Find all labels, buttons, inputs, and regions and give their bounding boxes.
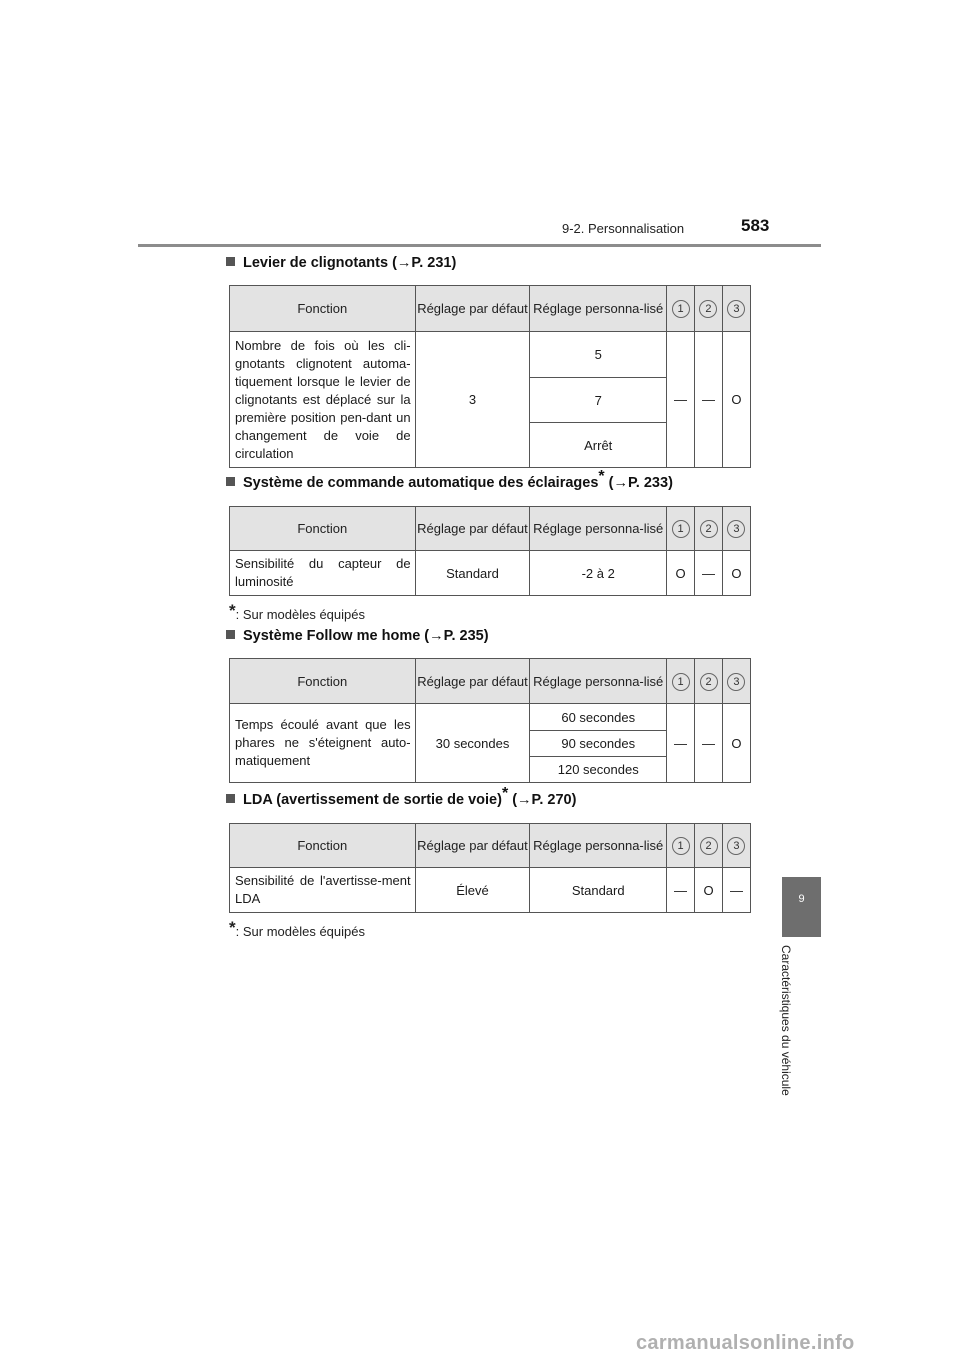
settings-table-eclairages <box>229 506 751 596</box>
square-bullet-icon <box>226 794 235 803</box>
col-header-mode-1 <box>667 824 695 868</box>
settings-table-clignotants <box>229 285 751 468</box>
section-heading-follow-me-home: Système Follow me home (→P. 235) <box>226 628 489 644</box>
col-header-perso-text: Réglage personna-lisé <box>533 838 664 853</box>
footnote-star: * <box>229 601 236 620</box>
col-header-defaut-text: Réglage par défaut <box>417 838 528 853</box>
table-row <box>230 704 751 731</box>
cell-perso: -2 à 2 <box>530 551 667 596</box>
footnote-text: Sur modèles équipés <box>242 924 365 939</box>
col-header-mode-1 <box>667 286 695 332</box>
section-title: Système Follow me home <box>243 628 421 644</box>
cell-defaut: 30 secondes <box>415 704 530 783</box>
section-ref: P. 231 <box>411 255 452 271</box>
circled-3-icon: 3 <box>727 520 745 538</box>
table-header-row <box>230 824 751 868</box>
col-header-fonction: Fonction <box>230 286 416 332</box>
cell-fonction: Nombre de fois où les cli-gnotants clignotent automa-tiquement lorsque le levier de clignotants est déplacé sur la première position pen-dant un changement de voie de circulation <box>230 332 416 468</box>
circled-2-icon: 2 <box>700 837 718 855</box>
footnote-star: * <box>501 785 509 802</box>
col-header-perso <box>530 659 667 704</box>
footnote-star: * <box>598 468 605 485</box>
col-header-perso-text: Réglage personna-lisé <box>533 521 664 536</box>
header-section-title: 9-2. Personnalisation <box>562 221 685 236</box>
footnote: *: Sur modèles équipés <box>229 601 365 622</box>
col-header-defaut-text: Réglage par défaut <box>417 521 528 536</box>
cell-mode-2: — <box>695 551 723 596</box>
col-header-perso-text: Réglage personna-lisé <box>533 673 664 689</box>
chapter-tab: 9 <box>782 877 821 937</box>
col-header-mode-2 <box>695 507 723 551</box>
table-header-row <box>230 659 751 704</box>
cell-perso: Standard <box>530 868 667 913</box>
arrow-icon: → <box>517 792 532 808</box>
watermark: carmanualsonline.info <box>636 1332 855 1354</box>
cell-mode-2: O <box>695 868 723 913</box>
chapter-label-text: Caractéristiques du véhicule <box>779 945 793 1096</box>
circled-2-icon: 2 <box>700 673 718 691</box>
col-header-defaut-text: Réglage par défaut <box>417 301 528 316</box>
circled-3-icon: 3 <box>727 673 745 691</box>
circled-1-icon: 1 <box>672 300 690 318</box>
footnote-text: Sur modèles équipés <box>242 607 365 622</box>
circled-3-icon: 3 <box>727 300 745 318</box>
col-header-perso-text: Réglage personna-lisé <box>533 301 664 316</box>
cell-fonction: Sensibilité de l'avertisse-ment LDA <box>230 868 416 913</box>
col-header-mode-2 <box>695 824 723 868</box>
col-header-mode-3 <box>722 659 750 704</box>
circled-2-icon: 2 <box>700 520 718 538</box>
cell-mode-1: — <box>667 868 695 913</box>
col-header-mode-3 <box>722 507 750 551</box>
col-header-defaut <box>415 659 530 704</box>
col-header-defaut <box>415 824 530 868</box>
table-row <box>230 868 751 913</box>
cell-mode-2: — <box>695 332 723 468</box>
circled-1-icon: 1 <box>672 673 690 691</box>
cell-perso: 7 <box>530 378 667 423</box>
col-header-defaut <box>415 507 530 551</box>
arrow-icon: → <box>429 628 444 644</box>
col-header-fonction: Fonction <box>230 659 416 704</box>
section-title: Levier de clignotants <box>243 255 389 271</box>
section-ref: P. 233 <box>628 475 669 491</box>
section-ref: P. 270 <box>531 792 572 808</box>
square-bullet-icon <box>226 477 235 486</box>
section-ref: P. 235 <box>443 628 484 644</box>
circled-1-icon: 1 <box>672 520 690 538</box>
table-row <box>230 551 751 596</box>
cell-mode-3: O <box>722 332 750 468</box>
col-header-fonction: Fonction <box>230 824 416 868</box>
col-header-mode-2 <box>695 286 723 332</box>
page-number: 583 <box>741 216 770 235</box>
chapter-label <box>780 945 820 1110</box>
table-header-row <box>230 507 751 551</box>
cell-mode-2: — <box>695 704 723 783</box>
settings-table-follow-me-home <box>229 658 751 783</box>
cell-perso: 120 secondes <box>530 757 667 783</box>
cell-mode-1: — <box>667 704 695 783</box>
col-header-defaut <box>415 286 530 332</box>
cell-defaut: Élevé <box>415 868 530 913</box>
section-title: LDA (avertissement de sortie de voie) <box>243 792 502 808</box>
cell-defaut: Standard <box>415 551 530 596</box>
header-rule <box>138 244 821 247</box>
col-header-perso <box>530 286 667 332</box>
cell-defaut: 3 <box>415 332 530 468</box>
cell-fonction: Temps écoulé avant que les phares ne s'éteignent auto-matiquement <box>230 704 416 783</box>
circled-1-icon: 1 <box>672 837 690 855</box>
cell-mode-3: O <box>722 551 750 596</box>
col-header-perso <box>530 507 667 551</box>
col-header-perso <box>530 824 667 868</box>
cell-mode-3: O <box>722 704 750 783</box>
footnote: *: Sur modèles équipés <box>229 918 365 939</box>
section-heading-clignotants: Levier de clignotants (→P. 231) <box>226 255 456 271</box>
cell-perso: 5 <box>530 332 667 378</box>
arrow-icon: → <box>396 255 412 271</box>
table-header-row <box>230 286 751 332</box>
section-heading-eclairages: Système de commande automatique des éclairages* (→P. 233) <box>226 475 673 491</box>
col-header-fonction: Fonction <box>230 507 416 551</box>
section-title: Système de commande automatique des éclairages <box>243 475 599 491</box>
footnote-star: * <box>229 918 236 937</box>
square-bullet-icon <box>226 257 235 266</box>
col-header-mode-2 <box>695 659 723 704</box>
cell-fonction: Sensibilité du capteur de luminosité <box>230 551 416 596</box>
col-header-mode-3 <box>722 824 750 868</box>
col-header-mode-1 <box>667 659 695 704</box>
cell-perso: 90 secondes <box>530 731 667 757</box>
col-header-defaut-text: Réglage par défaut <box>417 673 528 689</box>
cell-perso: 60 secondes <box>530 704 667 731</box>
circled-3-icon: 3 <box>727 837 745 855</box>
section-heading-lda: LDA (avertissement de sortie de voie)* (→P. 270) <box>226 792 576 808</box>
col-header-mode-1 <box>667 507 695 551</box>
settings-table-lda <box>229 823 751 913</box>
arrow-icon: → <box>613 475 628 491</box>
cell-mode-1: — <box>667 332 695 468</box>
cell-perso: Arrêt <box>530 423 667 468</box>
circled-2-icon: 2 <box>699 300 717 318</box>
cell-mode-3: — <box>722 868 750 913</box>
cell-mode-1: O <box>667 551 695 596</box>
table-row <box>230 332 751 378</box>
col-header-mode-3 <box>722 286 750 332</box>
square-bullet-icon <box>226 630 235 639</box>
